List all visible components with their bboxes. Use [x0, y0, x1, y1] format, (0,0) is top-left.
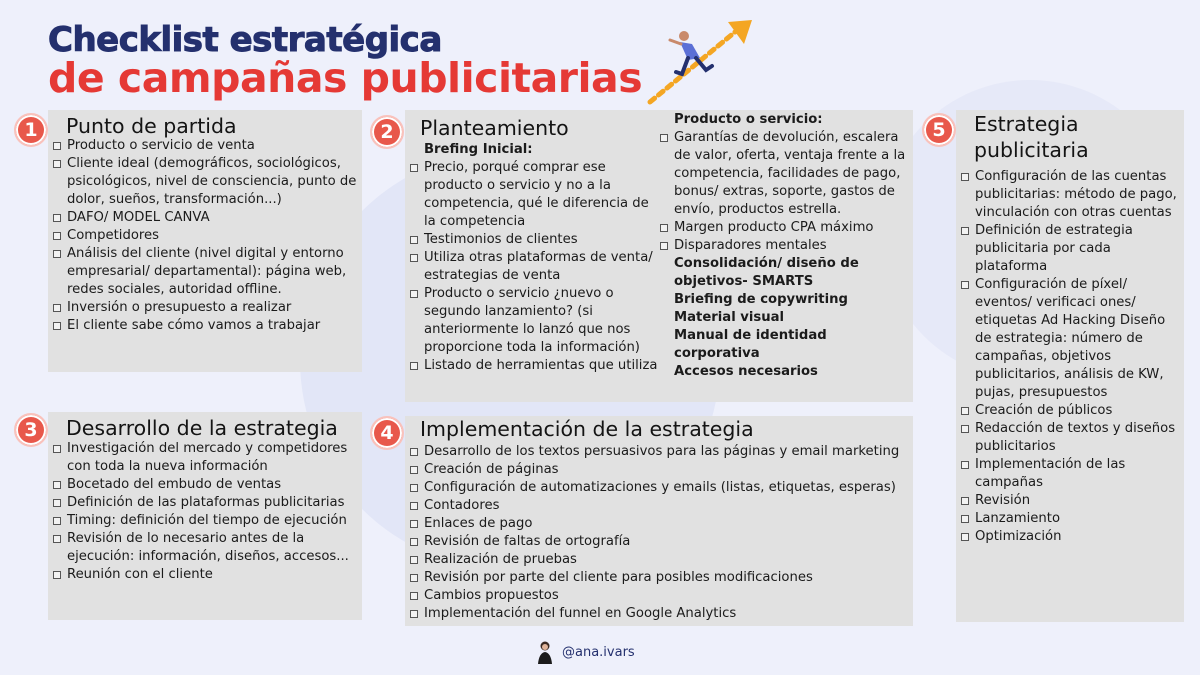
- list-item: Revisión de lo necesario antes de la ejecución: información, diseños, accesos...: [53, 530, 358, 566]
- list-item-bold: Accesos necesarios: [674, 364, 818, 379]
- card-planteamiento: [405, 110, 913, 402]
- list-item: Inversión o presupuesto a realizar: [53, 299, 358, 317]
- card-title: Planteamiento: [420, 116, 569, 140]
- list-item: Listado de herramientas que utiliza: [410, 357, 662, 375]
- list-item: Producto o servicio de venta: [53, 137, 358, 155]
- briefing-heading: Brefing Inicial:: [424, 142, 533, 157]
- step-badge-4: 4: [370, 416, 404, 450]
- list-item: Revisión por parte del cliente para posibles modificaciones: [410, 569, 910, 587]
- list-item: Configuración de píxel/ eventos/ verificaci ones/ etiquetas Ad Hacking Diseño de estrategia: número de campañas, objetivos publicitarios, análisis de KW, pujas, presupuestos: [961, 276, 1181, 402]
- page-title-line2: de campañas publicitarias: [48, 54, 643, 102]
- list-item: Definición de las plataformas publicitarias: [53, 494, 358, 512]
- page-title-line1: Checklist estratégica: [48, 20, 442, 60]
- list-item: Utiliza otras plataformas de venta/ estrategias de venta: [410, 249, 662, 285]
- list-item: Producto o servicio ¿nuevo o segundo lanzamiento? (si anteriormente lo lanzó que nos proporcione toda la información): [410, 285, 662, 357]
- card-title: Desarrollo de la estrategia: [66, 416, 338, 440]
- step-badge-1: 1: [14, 113, 48, 147]
- list-item: Reunión con el cliente: [53, 566, 358, 584]
- list-item: Contadores: [410, 497, 910, 515]
- step-badge-5: 5: [922, 113, 956, 147]
- list-item: Configuración de automatizaciones y emails (listas, etiquetas, esperas): [410, 479, 910, 497]
- list-item: Lanzamiento: [961, 510, 1181, 528]
- list-item-bold: Material visual: [674, 310, 785, 325]
- list-item: Realización de pruebas: [410, 551, 910, 569]
- author-handle: @ana.ivars: [562, 644, 635, 660]
- author-footer: [536, 640, 635, 664]
- list-item-bold: Manual de identidad corporativa: [674, 328, 827, 361]
- list-item: Análisis del cliente (nivel digital y entorno empresarial/ departamental): página web, redes sociales, autoridad offline.: [53, 245, 358, 299]
- list-item: Margen producto CPA máximo: [660, 219, 910, 237]
- author-avatar: [536, 640, 554, 664]
- card-punto-de-partida: [48, 110, 362, 372]
- list-item: Enlaces de pago: [410, 515, 910, 533]
- list-item: Definición de estrategia publicitaria por cada plataforma: [961, 222, 1181, 276]
- list-item: El cliente sabe cómo vamos a trabajar: [53, 317, 358, 335]
- checklist-briefing: [410, 141, 662, 375]
- list-item: Configuración de las cuentas publicitarias: método de pago, vinculación con otras cuentas: [961, 168, 1181, 222]
- list-item: Desarrollo de los textos persuasivos para las páginas y email marketing: [410, 443, 910, 461]
- growth-arrow-illustration: [640, 14, 760, 109]
- list-item: Disparadores mentales: [660, 237, 910, 255]
- card-implementacion-estrategia: [405, 416, 913, 626]
- list-item: Creación de públicos: [961, 402, 1181, 420]
- list-item: Cambios propuestos: [410, 587, 910, 605]
- checklist-producto: [660, 111, 910, 381]
- list-item: Garantías de devolución, escalera de valor, oferta, ventaja frente a la competencia, facilidades de pago, bonus/ extras, soporte, gastos de envío, productos estrella.: [660, 129, 910, 219]
- list-item: Revisión de faltas de ortografía: [410, 533, 910, 551]
- card-title: Implementación de la estrategia: [420, 417, 754, 441]
- checklist: [410, 443, 910, 623]
- list-item: Implementación de las campañas: [961, 456, 1181, 492]
- checklist: [961, 168, 1181, 546]
- card-estrategia-publicitaria: [956, 110, 1184, 622]
- list-item: Testimonios de clientes: [410, 231, 662, 249]
- list-item: DAFO/ MODEL CANVA: [53, 209, 358, 227]
- checklist: [53, 137, 358, 335]
- list-item-bold: Briefing de copywriting: [674, 292, 848, 307]
- list-item: Optimización: [961, 528, 1181, 546]
- card-title: Estrategia publicitaria: [974, 112, 1089, 162]
- list-item: Investigación del mercado y competidores con toda la nueva información: [53, 440, 358, 476]
- list-item: Timing: definición del tiempo de ejecución: [53, 512, 358, 530]
- list-item: Implementación del funnel en Google Analytics: [410, 605, 910, 623]
- list-item-bold: Consolidación/ diseño de objetivos- SMARTS: [674, 256, 859, 289]
- list-item: Redacción de textos y diseños publicitarios: [961, 420, 1181, 456]
- checklist: [53, 440, 358, 584]
- list-item: Revisión: [961, 492, 1181, 510]
- producto-heading: Producto o servicio:: [674, 112, 823, 127]
- list-item: Creación de páginas: [410, 461, 910, 479]
- step-badge-3: 3: [14, 413, 48, 447]
- list-item: Precio, porqué comprar ese producto o servicio y no a la competencia, qué le diferencia de la competencia: [410, 159, 662, 231]
- list-item: Cliente ideal (demográficos, sociológicos, psicológicos, nivel de consciencia, punto de dolor, sueños, transformación...): [53, 155, 358, 209]
- card-desarrollo-estrategia: [48, 412, 362, 620]
- list-item: Bocetado del embudo de ventas: [53, 476, 358, 494]
- step-badge-2: 2: [370, 115, 404, 149]
- card-title: Punto de partida: [66, 114, 237, 138]
- list-item: Competidores: [53, 227, 358, 245]
